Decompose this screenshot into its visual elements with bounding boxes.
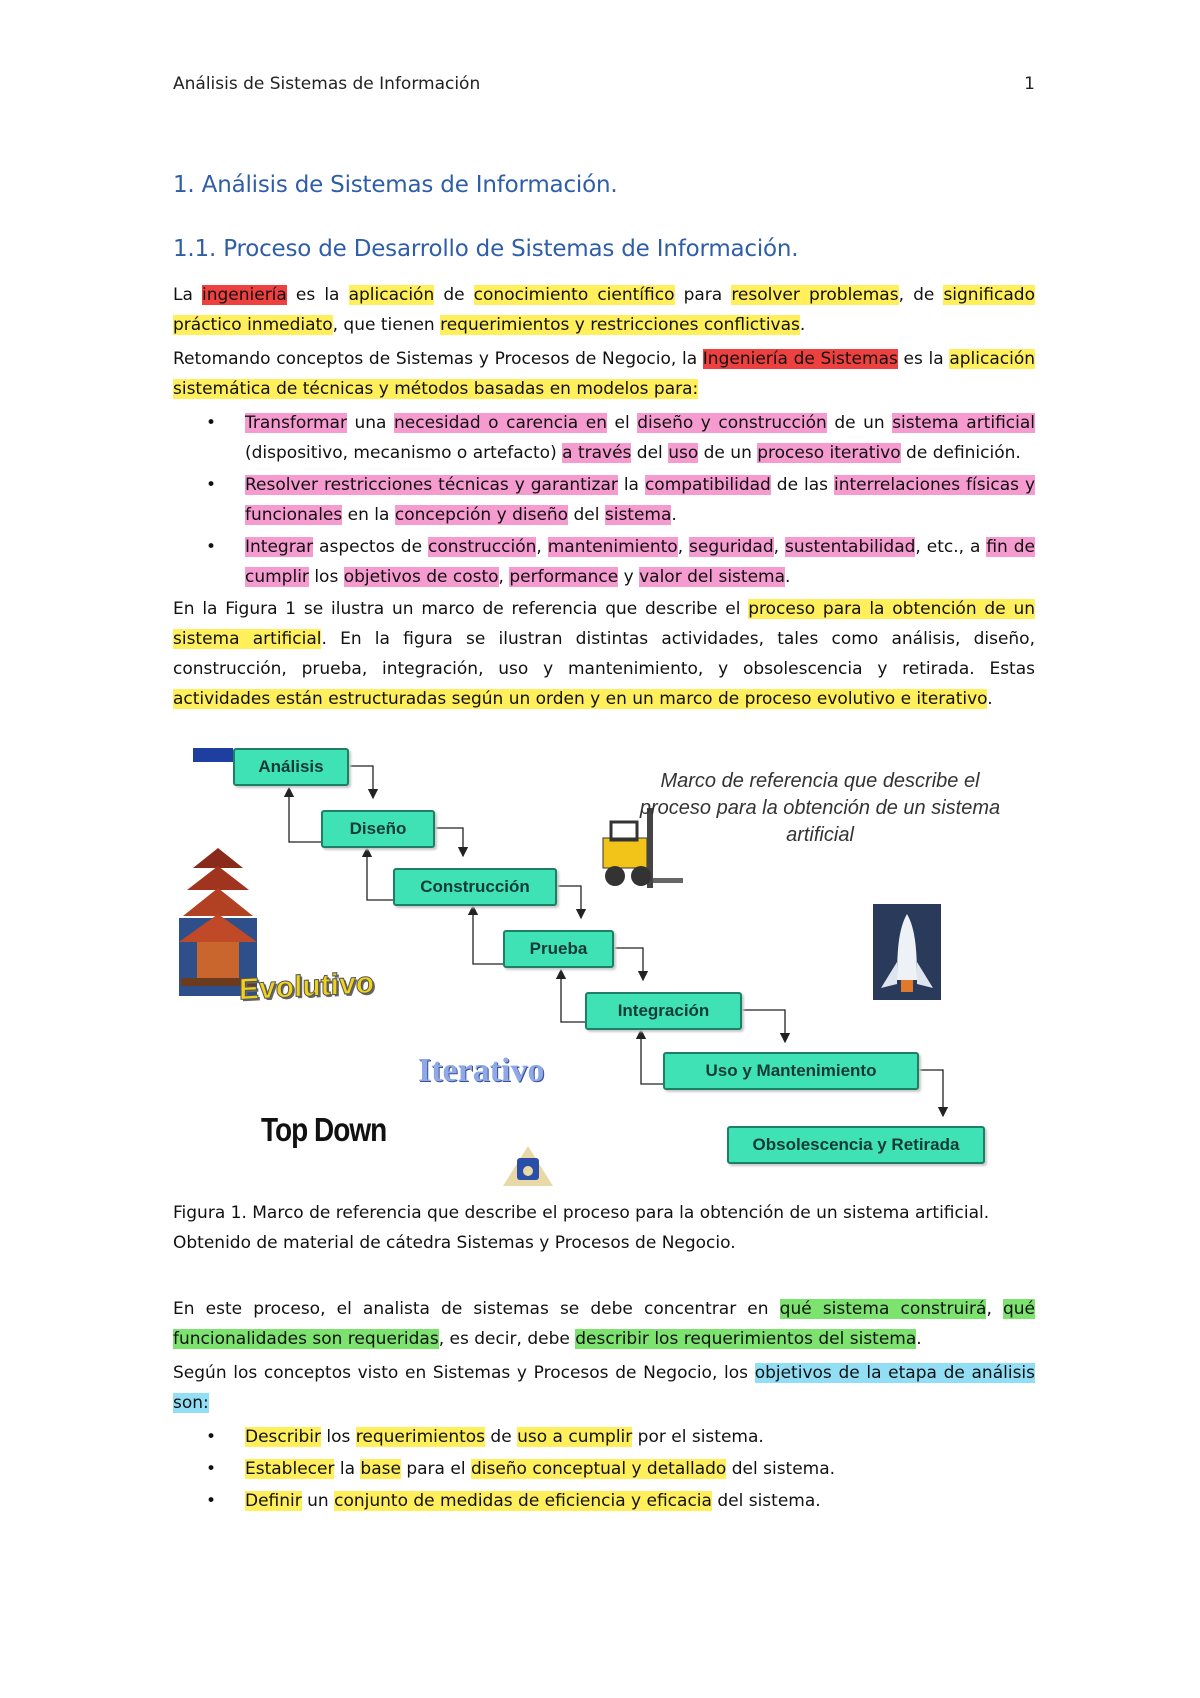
figure-caption: Figura 1. Marco de referencia que describe el proceso para la obtención de un sistema artificial. Obtenido de material de cátedra Sistemas y Procesos de Negocio. xyxy=(173,1203,990,1253)
word-iterativo: Iterativo xyxy=(418,1052,545,1089)
connector-feedback-4 xyxy=(561,970,585,1022)
word-top-down: Top Down xyxy=(261,1110,387,1148)
disk-icon xyxy=(503,1146,553,1186)
figure-inner-title: Marco de referencia que describe el proceso para la obtención de un sistema artificial xyxy=(639,770,1001,846)
connector-feedback-2 xyxy=(367,848,393,900)
list-item: • Resolver restricciones técnicas y garantizar la compatibilidad de las interrelaciones físicas y funcionales en la concepción y diseño del sistema. xyxy=(206,475,1035,525)
bullet-list-objectives xyxy=(173,408,1035,592)
bullet-list-analysis-goals xyxy=(173,1422,1035,1516)
figure-process-diagram xyxy=(173,748,1035,1188)
connector-prueba-integracion xyxy=(610,948,643,980)
connector-diseno-construccion xyxy=(431,828,463,856)
list-item: • Describir los requerimientos de uso a cumplir por el sistema. xyxy=(206,1427,764,1447)
list-item: • Definir un conjunto de medidas de eficiencia y eficacia del sistema. xyxy=(206,1491,821,1511)
body-bottom xyxy=(173,1294,1035,1518)
connector-feedback-3 xyxy=(473,906,503,964)
running-header xyxy=(173,74,1035,94)
connector-construccion-prueba xyxy=(553,886,581,918)
heading-1: 1. Análisis de Sistemas de Información. xyxy=(173,172,618,198)
connector-analisis-diseno xyxy=(345,766,373,798)
connector-feedback-5 xyxy=(641,1030,663,1084)
paragraph-figure-intro: En la Figura 1 se ilustra un marco de referencia que describe el proceso para la obtención de un sistema artificial. En la figura se ilustran distintas actividades, tales como análisis, diseño, construcción, prueba, integración, uso y mantenimiento, y obsolescencia y retirada. Estas actividades están estructuradas según un orden y en un marco de proceso evolutivo e iterativo. xyxy=(173,599,1036,709)
connector-uso-obsolescencia xyxy=(915,1070,943,1116)
corner-accent xyxy=(193,748,233,762)
stage-diseno: Diseño xyxy=(321,810,435,848)
stage-obsolescencia: Obsolescencia y Retirada xyxy=(727,1126,985,1164)
connector-feedback-1 xyxy=(289,788,321,842)
page-number: 1 xyxy=(1024,74,1035,94)
paragraph-definition: La ingeniería es la aplicación de conocimiento científico para resolver problemas, de significado práctico inmediato, que tienen requerimientos y restricciones conflictivas. xyxy=(173,285,1035,335)
connector-integracion-uso xyxy=(738,1010,785,1042)
paragraph-analysis-objectives: Según los conceptos visto en Sistemas y Procesos de Negocio, los objetivos de la etapa de análisis son: xyxy=(173,1363,1036,1413)
stage-uso-mantenimiento: Uso y Mantenimiento xyxy=(663,1052,919,1090)
heading-1-1: 1.1. Proceso de Desarrollo de Sistemas de Información. xyxy=(173,236,799,262)
stage-construccion: Construcción xyxy=(393,868,557,906)
list-item: • Integrar aspectos de construcción, mantenimiento, seguridad, sustentabilidad, etc., a fin de cumplir los objetivos de costo, performance y valor del sistema. xyxy=(206,537,1035,587)
paragraph-systems-engineering: Retomando conceptos de Sistemas y Procesos de Negocio, la Ingeniería de Sistemas es la aplicación sistemática de técnicas y métodos basadas en modelos para: xyxy=(173,349,1036,399)
list-item: • Establecer la base para el diseño conceptual y detallado del sistema. xyxy=(206,1459,836,1479)
list-item: • Transformar una necesidad o carencia en el diseño y construcción de un sistema artificial (dispositivo, mecanismo o artefacto) a través del uso de un proceso iterativo de definición. xyxy=(206,413,1035,463)
header-title: Análisis de Sistemas de Información xyxy=(173,74,481,94)
body-top xyxy=(173,280,1035,718)
paragraph-analyst: En este proceso, el analista de sistemas se debe concentrar en qué sistema construirá, qué funcionalidades son requeridas, es decir, debe describir los requerimientos del sistema. xyxy=(173,1299,1035,1349)
stage-integracion: Integración xyxy=(585,992,742,1030)
word-evolutivo: Evolutivo xyxy=(239,966,375,1007)
stage-prueba: Prueba xyxy=(503,930,614,968)
stage-analisis: Análisis xyxy=(233,748,349,786)
space-shuttle-icon xyxy=(873,904,941,1000)
